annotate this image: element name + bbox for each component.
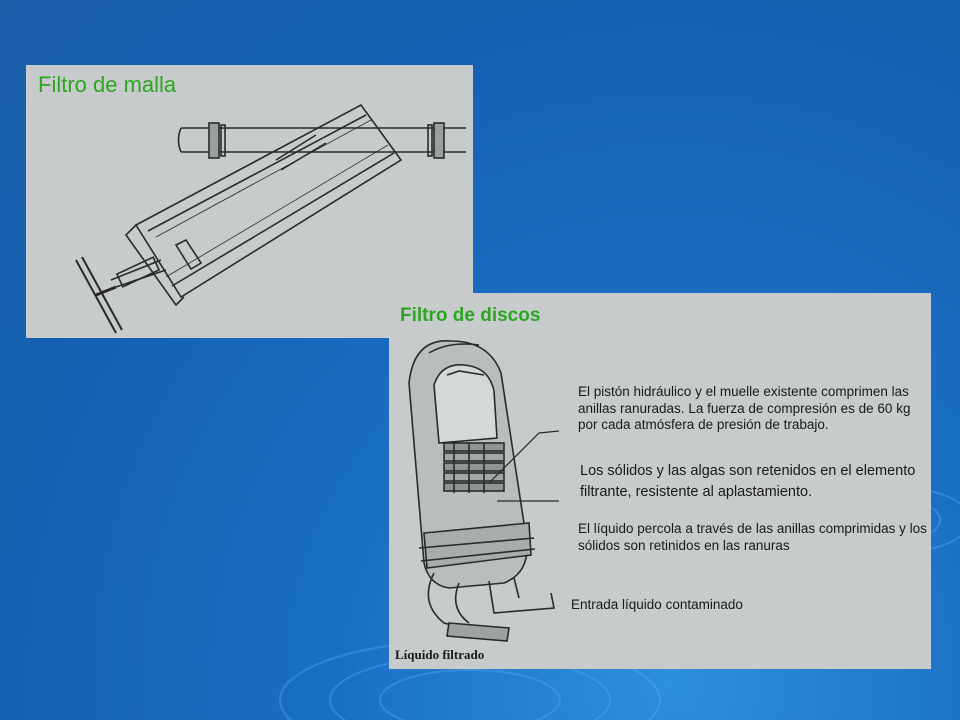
caption-piston: El pistón hidráulico y el muelle existente comprimen las anillas ranuradas. La fuerza de compresión es de 60 kg por cada atmósfera de presión de trabajo.: [578, 384, 911, 432]
panel-title-discos: Filtro de discos: [400, 305, 541, 326]
caption-filtered-liquid: Líquido filtrado: [395, 647, 485, 662]
caption-solids-retained: Los sólidos y las algas son retenidos en el elemento filtrante, resistente al aplastamiento.: [580, 463, 916, 500]
panel-filtro-de-discos: [389, 293, 931, 669]
caption-liquid-percolates: El líquido percola a través de las anillas comprimidas y los sólidos son retinidos en las ranuras: [578, 521, 927, 553]
caption-contaminated-inlet: Entrada líquido contaminado: [571, 597, 743, 612]
panel-title-malla: Filtro de malla: [38, 72, 177, 97]
